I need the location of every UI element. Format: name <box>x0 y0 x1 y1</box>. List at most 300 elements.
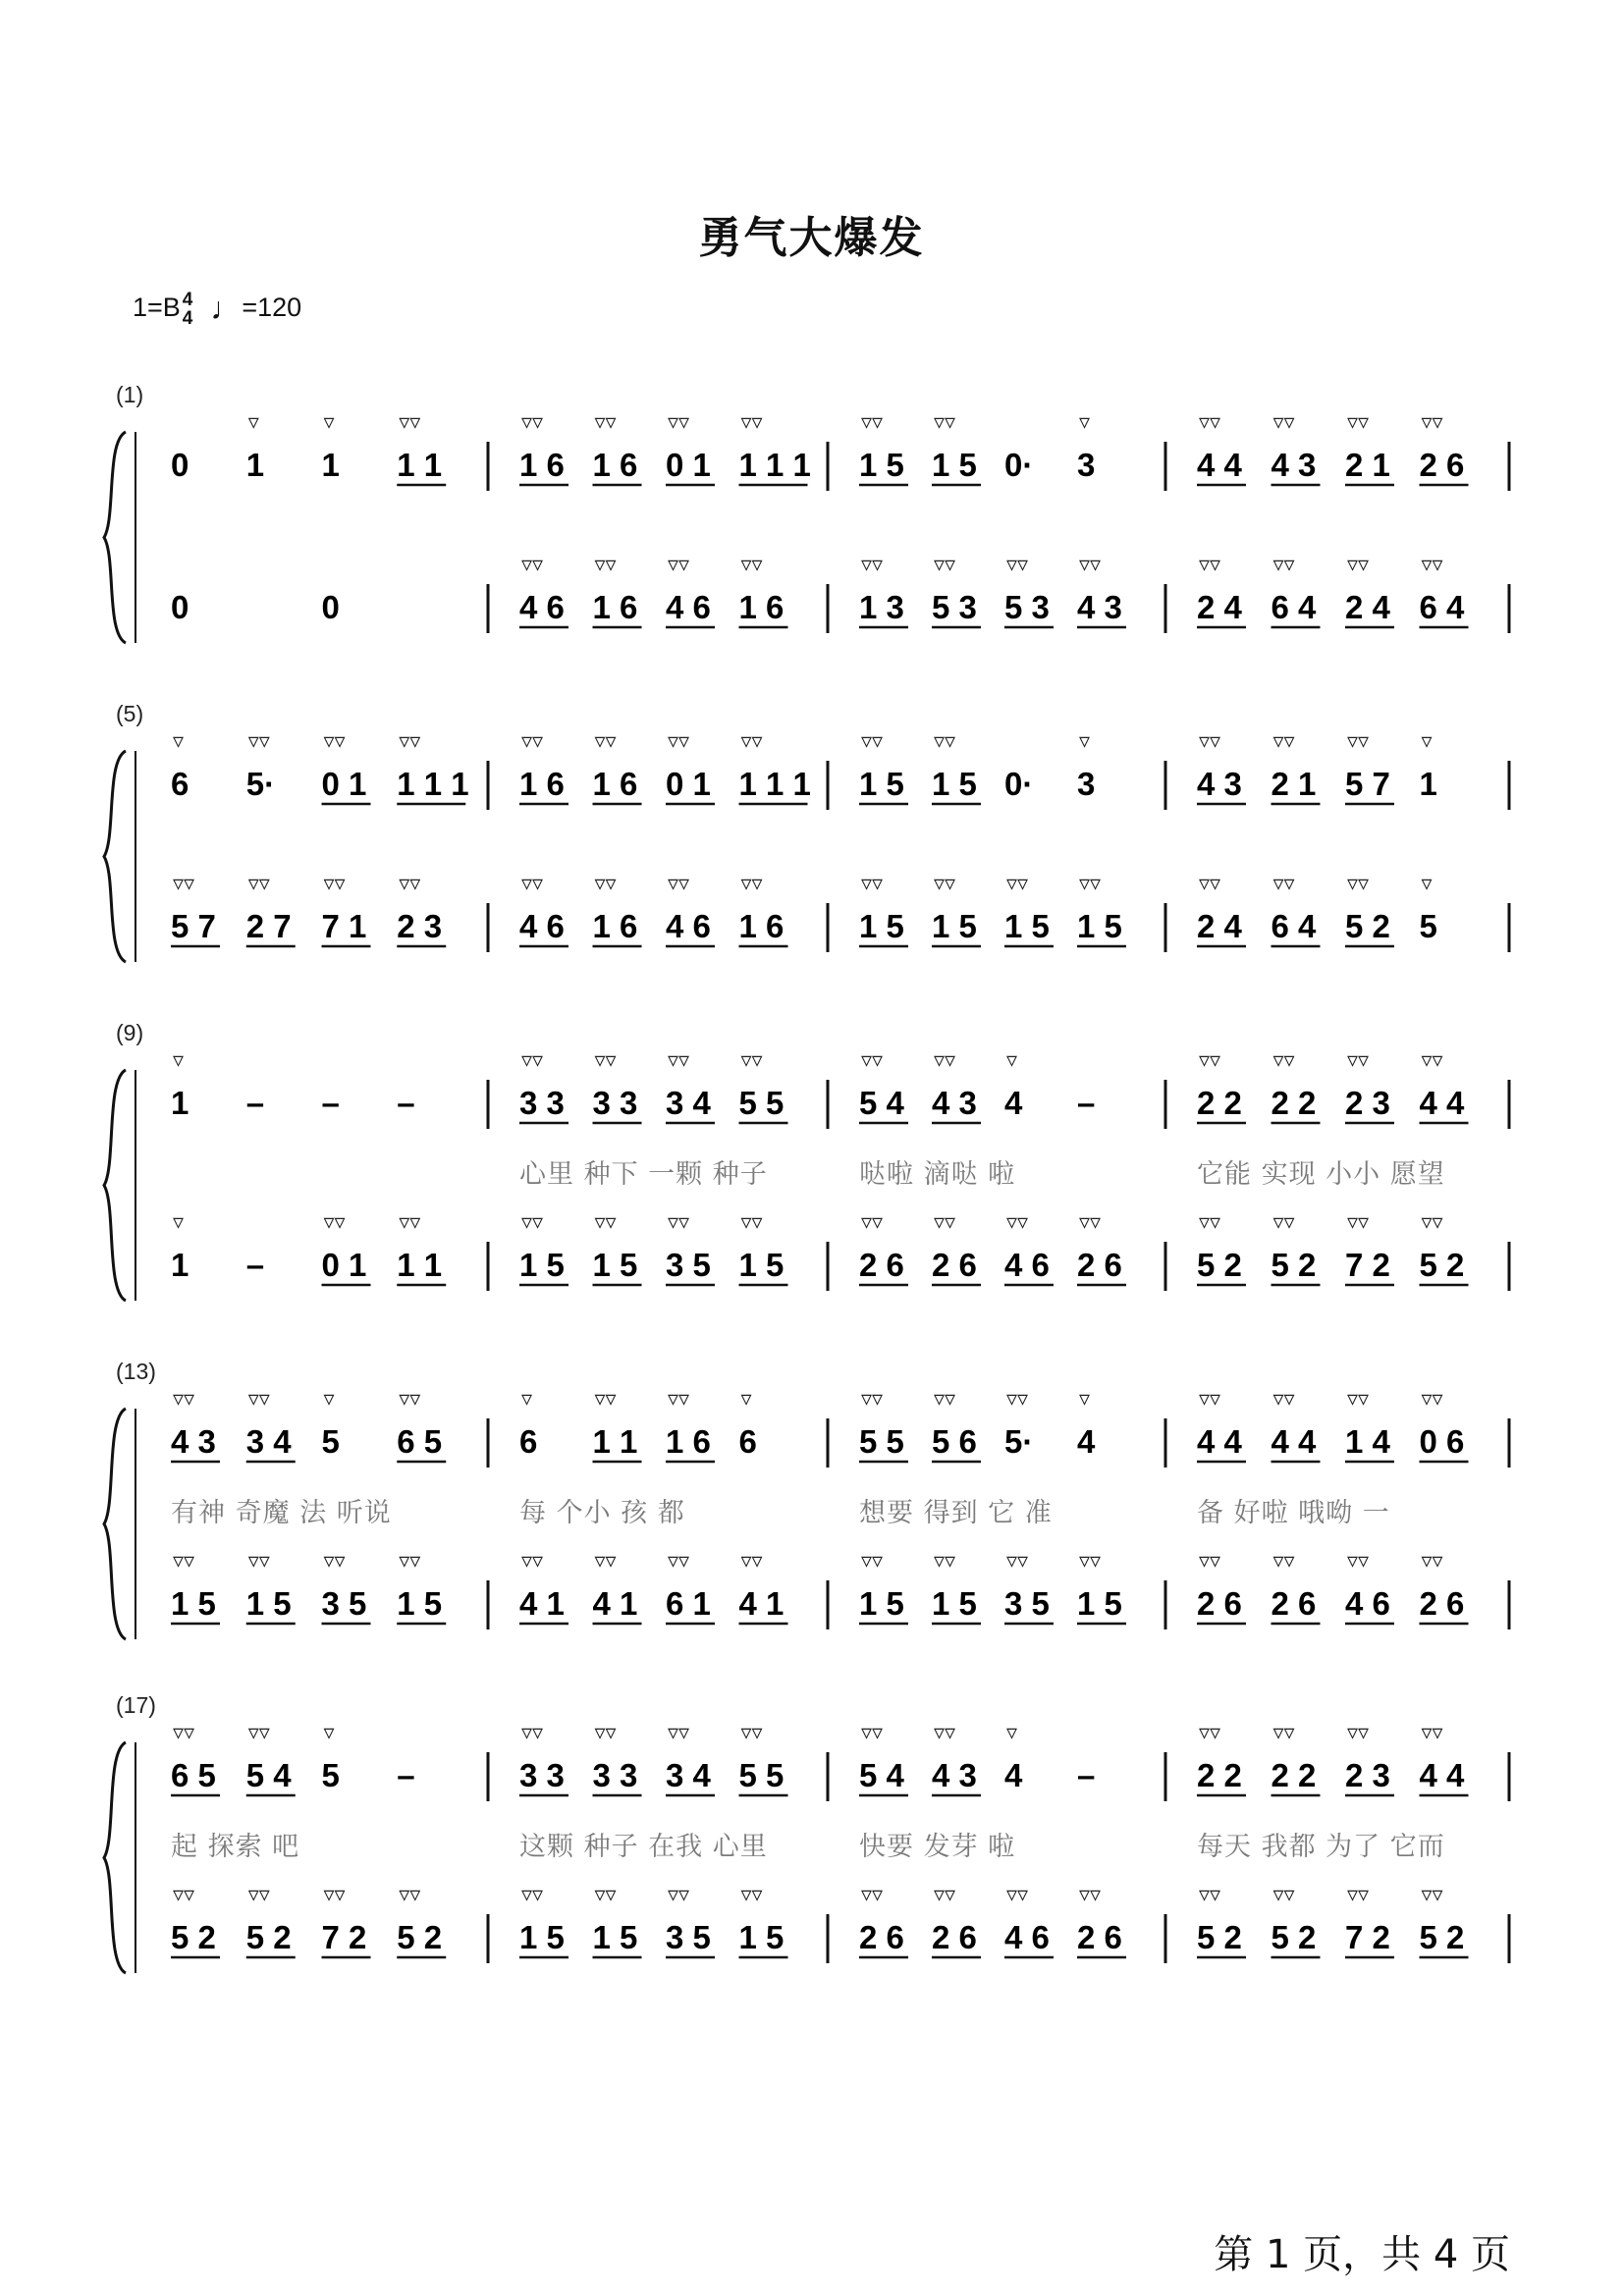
melody-note: 4 3 <box>932 1757 977 1793</box>
bass-note: 5 2 <box>1345 908 1390 944</box>
measure-number: (17) <box>116 1692 156 1718</box>
measure-number: (9) <box>116 1020 144 1045</box>
system-brace <box>104 1409 126 1639</box>
melody-note: 3 3 <box>592 1757 638 1793</box>
melody-note: 1 5 <box>859 447 904 483</box>
accent-marker: ▿▿ <box>521 1209 544 1234</box>
bass-note: 1 5 <box>1077 908 1122 944</box>
bass-note: 1 5 <box>932 1585 977 1622</box>
bass-note: 1 6 <box>592 908 638 944</box>
melody-note: 1 6 <box>519 766 565 802</box>
bass-note: 1 5 <box>1077 1585 1122 1622</box>
bass-note: 4 6 <box>519 589 565 625</box>
lyric-line: 它能 实现 小小 愿望 <box>1197 1159 1445 1190</box>
accent-marker: ▿▿ <box>521 1720 544 1744</box>
bass-note: 2 6 <box>1077 1919 1122 1955</box>
bass-note: 3 5 <box>1004 1585 1050 1622</box>
bass-note: 2 6 <box>1077 1247 1122 1283</box>
accent-marker: ▿▿ <box>740 552 763 576</box>
lyric-line: 每天 我都 为了 它而 <box>1197 1832 1445 1862</box>
accent-marker: ▿▿ <box>594 552 617 576</box>
accent-marker: ▿▿ <box>399 409 421 434</box>
bass-note: 2 6 <box>859 1247 904 1283</box>
bass-note: 1 5 <box>592 1247 638 1283</box>
bass-note: 1 6 <box>738 589 784 625</box>
accent-marker: ▿▿ <box>668 1548 690 1573</box>
accent-marker: ▿▿ <box>1421 1548 1443 1573</box>
lyric-line: 快要 发芽 啦 <box>859 1832 1016 1862</box>
accent-marker: ▿▿ <box>934 1548 956 1573</box>
accent-marker: ▿▿ <box>594 1882 617 1906</box>
bass-note: 0 1 <box>321 1247 367 1283</box>
melody-note: 1 <box>1419 766 1437 802</box>
accent-marker: ▿▿ <box>247 1386 270 1411</box>
accent-marker: ▿▿ <box>173 1882 195 1906</box>
accent-marker: ▿▿ <box>740 1548 763 1573</box>
accent-marker: ▿▿ <box>668 871 690 895</box>
accent-marker: ▿▿ <box>323 1882 346 1906</box>
accent-marker: ▿▿ <box>1006 552 1029 576</box>
accent-marker: ▿▿ <box>1272 1386 1295 1411</box>
accent-marker: ▿ <box>1079 1386 1091 1411</box>
melody-note: 5· <box>1004 1423 1034 1460</box>
accent-marker: ▿▿ <box>1347 1882 1370 1906</box>
accent-marker: ▿▿ <box>1272 871 1295 895</box>
page-footer: 第 1 页，共 4 页 <box>1214 2232 1510 2277</box>
accent-marker: ▿▿ <box>1079 552 1102 576</box>
accent-marker: ▿▿ <box>399 1882 421 1906</box>
accent-marker: ▿▿ <box>668 552 690 576</box>
accent-marker: ▿▿ <box>1079 1209 1102 1234</box>
accent-marker: ▿▿ <box>934 1882 956 1906</box>
accent-marker: ▿▿ <box>668 728 690 753</box>
accent-marker: ▿▿ <box>1006 1386 1029 1411</box>
accent-marker: ▿▿ <box>740 409 763 434</box>
bass-note: 3 5 <box>666 1919 711 1955</box>
accent-marker: ▿▿ <box>521 1548 544 1573</box>
accent-marker: ▿▿ <box>594 1047 617 1072</box>
accent-marker: ▿▿ <box>521 1882 544 1906</box>
melody-note: 3 4 <box>245 1423 292 1460</box>
accent-marker: ▿▿ <box>173 1548 195 1573</box>
accent-marker: ▿▿ <box>861 409 884 434</box>
accent-marker: ▿▿ <box>247 728 270 753</box>
bass-note: 1 5 <box>859 908 904 944</box>
score-system <box>104 1692 1509 1973</box>
melody-note: 3 4 <box>666 1757 711 1793</box>
melody-note: – <box>321 1085 340 1121</box>
accent-marker: ▿▿ <box>1272 728 1295 753</box>
bass-note: 1 5 <box>397 1585 443 1622</box>
accent-marker: ▿ <box>323 409 335 434</box>
melody-note: 4 3 <box>1197 766 1242 802</box>
accent-marker: ▿▿ <box>934 871 956 895</box>
accent-marker: ▿▿ <box>861 1047 884 1072</box>
melody-note: – <box>397 1085 415 1121</box>
bass-note: 5 <box>1419 908 1437 944</box>
bass-note: 2 4 <box>1197 908 1242 944</box>
accent-marker: ▿▿ <box>1006 871 1029 895</box>
bass-note: 4 6 <box>666 589 711 625</box>
accent-marker: ▿▿ <box>323 1548 346 1573</box>
accent-marker: ▿▿ <box>1006 1548 1029 1573</box>
score-system <box>104 1359 1509 1639</box>
accent-marker: ▿▿ <box>1347 409 1370 434</box>
lyric-line: 起 探索 吧 <box>171 1832 300 1862</box>
accent-marker: ▿▿ <box>173 1386 195 1411</box>
accent-marker: ▿▿ <box>173 1720 195 1744</box>
bass-note: 2 6 <box>932 1247 977 1283</box>
accent-marker: ▿▿ <box>521 728 544 753</box>
accent-marker: ▿▿ <box>740 1209 763 1234</box>
lyric-line: 心里 种下 一颗 种子 <box>519 1159 768 1190</box>
accent-marker: ▿▿ <box>1421 1882 1443 1906</box>
accent-marker: ▿▿ <box>594 1548 617 1573</box>
accent-marker: ▿ <box>173 1209 185 1234</box>
bass-note: – <box>245 1247 265 1283</box>
bass-note: 2 4 <box>1197 589 1242 625</box>
bass-note: 5 2 <box>245 1919 292 1955</box>
accent-marker: ▿▿ <box>861 1209 884 1234</box>
lyric-line: 哒啦 滴哒 啦 <box>859 1159 1016 1190</box>
melody-note: 1 6 <box>592 447 638 483</box>
bass-note: 5 2 <box>171 1919 216 1955</box>
melody-note: 5 4 <box>859 1085 904 1121</box>
accent-marker: ▿▿ <box>247 1882 270 1906</box>
accent-marker: ▿▿ <box>1272 1548 1295 1573</box>
bass-note: 1 3 <box>859 589 904 625</box>
bass-note: 2 7 <box>245 908 292 944</box>
bass-note: 3 5 <box>321 1585 367 1622</box>
accent-marker: ▿▿ <box>1199 1047 1221 1072</box>
melody-note: 0· <box>1004 447 1034 483</box>
bass-note: 6 1 <box>666 1585 711 1622</box>
bass-note: 1 5 <box>738 1247 784 1283</box>
accent-marker: ▿▿ <box>740 1047 763 1072</box>
accent-marker: ▿▿ <box>668 1882 690 1906</box>
melody-note: 4 4 <box>1197 447 1242 483</box>
accent-marker: ▿▿ <box>399 1548 421 1573</box>
accent-marker: ▿▿ <box>399 728 421 753</box>
accent-marker: ▿▿ <box>1079 1882 1102 1906</box>
melody-note: 2 3 <box>1345 1757 1390 1793</box>
score-system <box>104 701 1509 962</box>
bass-note: 1 5 <box>245 1585 292 1622</box>
bass-note: 0 <box>171 589 189 625</box>
accent-marker: ▿ <box>740 1386 752 1411</box>
accent-marker: ▿▿ <box>934 1720 956 1744</box>
melody-note: 5 4 <box>245 1757 292 1793</box>
melody-note: 2 3 <box>1345 1085 1390 1121</box>
melody-note: 1 1 1 <box>738 766 811 802</box>
accent-marker: ▿▿ <box>668 1209 690 1234</box>
accent-marker: ▿▿ <box>934 1386 956 1411</box>
score-title: 勇气大爆发 <box>698 213 925 263</box>
accent-marker: ▿▿ <box>594 1386 617 1411</box>
melody-note: 3 <box>1077 447 1096 483</box>
accent-marker: ▿▿ <box>740 1882 763 1906</box>
accent-marker: ▿▿ <box>861 871 884 895</box>
bass-note: 5 3 <box>932 589 977 625</box>
accent-marker: ▿ <box>173 1047 185 1072</box>
accent-marker: ▿▿ <box>668 409 690 434</box>
accent-marker: ▿▿ <box>668 1720 690 1744</box>
accent-marker: ▿▿ <box>1347 1209 1370 1234</box>
bass-note: 1 5 <box>738 1919 784 1955</box>
accent-marker: ▿▿ <box>594 871 617 895</box>
melody-note: 6 5 <box>397 1423 443 1460</box>
accent-marker: ▿▿ <box>1272 1209 1295 1234</box>
melody-note: 0 1 <box>666 766 711 802</box>
bass-note: 1 6 <box>592 589 638 625</box>
accent-marker: ▿▿ <box>1006 1882 1029 1906</box>
bass-note: 2 3 <box>397 908 443 944</box>
bass-note: 7 2 <box>1345 1247 1390 1283</box>
melody-note: 3 4 <box>666 1085 711 1121</box>
lyric-line: 想要 得到 它 准 <box>859 1498 1053 1528</box>
bass-note: 7 2 <box>1345 1919 1390 1955</box>
bass-note: 4 1 <box>519 1585 565 1622</box>
melody-note: 6 5 <box>171 1757 216 1793</box>
bass-note: 1 5 <box>1004 908 1050 944</box>
bass-note: 4 6 <box>1004 1247 1050 1283</box>
system-brace <box>104 432 126 643</box>
accent-marker: ▿▿ <box>1421 1047 1443 1072</box>
melody-note: 1 <box>245 447 265 483</box>
accent-marker: ▿▿ <box>323 1209 346 1234</box>
accent-marker: ▿▿ <box>861 552 884 576</box>
melody-note: 4 3 <box>171 1423 216 1460</box>
accent-marker: ▿▿ <box>1079 1548 1102 1573</box>
measure-number: (5) <box>116 701 144 726</box>
bass-note: 6 4 <box>1271 589 1317 625</box>
accent-marker: ▿▿ <box>1272 1882 1295 1906</box>
melody-note: 0 1 <box>321 766 367 802</box>
score-system <box>104 1020 1509 1301</box>
accent-marker: ▿▿ <box>668 1386 690 1411</box>
accent-marker: ▿▿ <box>1079 871 1102 895</box>
bass-note: 1 5 <box>171 1585 216 1622</box>
melody-note: 4 3 <box>932 1085 977 1121</box>
melody-note: 1 6 <box>666 1423 711 1460</box>
accent-marker: ▿▿ <box>740 1720 763 1744</box>
melody-note: 5 6 <box>932 1423 977 1460</box>
melody-note: 0 <box>171 447 189 483</box>
accent-marker: ▿▿ <box>173 871 195 895</box>
melody-note: 4 4 <box>1419 1085 1465 1121</box>
tempo-marking: =120 <box>242 293 302 323</box>
accent-marker: ▿▿ <box>1006 1209 1029 1234</box>
measure-number: (13) <box>116 1359 156 1384</box>
accent-marker: ▿▿ <box>521 409 544 434</box>
score-system <box>104 382 1509 643</box>
bass-note: 1 <box>171 1247 189 1283</box>
accent-marker: ▿▿ <box>1199 1720 1221 1744</box>
accent-marker: ▿▿ <box>521 1047 544 1072</box>
melody-note: 6 <box>519 1423 538 1460</box>
accent-marker: ▿▿ <box>1421 409 1443 434</box>
accent-marker: ▿▿ <box>934 552 956 576</box>
lyric-line: 备 好啦 哦呦 一 <box>1197 1498 1390 1528</box>
accent-marker: ▿ <box>247 409 259 434</box>
melody-note: 5· <box>245 766 276 802</box>
bass-note: 1 6 <box>738 908 784 944</box>
melody-note: 1 5 <box>859 766 904 802</box>
time-signature-bottom: 4 <box>182 308 193 329</box>
melody-note: 2 1 <box>1345 447 1390 483</box>
bass-note: 6 4 <box>1271 908 1317 944</box>
accent-marker: ▿▿ <box>1347 728 1370 753</box>
bass-note: 5 7 <box>171 908 216 944</box>
melody-note: 2 2 <box>1271 1085 1317 1121</box>
bass-note: 1 5 <box>932 908 977 944</box>
melody-note: 1 1 <box>397 447 443 483</box>
bass-note: 4 6 <box>1004 1919 1050 1955</box>
melody-note: 2 2 <box>1271 1757 1317 1793</box>
accent-marker: ▿▿ <box>934 1047 956 1072</box>
accent-marker: ▿▿ <box>1347 1386 1370 1411</box>
melody-note: 5 4 <box>859 1757 904 1793</box>
melody-note: 4 <box>1004 1757 1023 1793</box>
measure-number: (1) <box>116 382 144 407</box>
key-signature: 1=B <box>133 293 181 323</box>
accent-marker: ▿▿ <box>1199 409 1221 434</box>
melody-note: 4 3 <box>1271 447 1317 483</box>
accent-marker: ▿▿ <box>1421 1386 1443 1411</box>
accent-marker: ▿▿ <box>1347 871 1370 895</box>
accent-marker: ▿▿ <box>1272 1720 1295 1744</box>
accent-marker: ▿▿ <box>1199 871 1221 895</box>
bass-note: 5 2 <box>397 1919 443 1955</box>
accent-marker: ▿▿ <box>594 728 617 753</box>
accent-marker: ▿▿ <box>934 409 956 434</box>
melody-note: 3 3 <box>592 1085 638 1121</box>
bass-note: 4 6 <box>1345 1585 1390 1622</box>
accent-marker: ▿▿ <box>1199 1209 1221 1234</box>
melody-note: 1 5 <box>932 766 977 802</box>
melody-note: 1 6 <box>519 447 565 483</box>
accent-marker: ▿ <box>1079 409 1091 434</box>
melody-note: 0 1 <box>666 447 711 483</box>
bass-note: 2 6 <box>859 1919 904 1955</box>
bass-note: 5 2 <box>1419 1247 1465 1283</box>
bass-note: 1 1 <box>397 1247 443 1283</box>
bass-note: 5 2 <box>1197 1919 1242 1955</box>
accent-marker: ▿ <box>173 728 185 753</box>
accent-marker: ▿ <box>1421 871 1433 895</box>
accent-marker: ▿▿ <box>594 409 617 434</box>
bass-note: 4 3 <box>1077 589 1122 625</box>
accent-marker: ▿ <box>1421 728 1433 753</box>
bass-note: 4 6 <box>666 908 711 944</box>
melody-note: 3 <box>1077 766 1096 802</box>
accent-marker: ▿▿ <box>1347 1548 1370 1573</box>
accent-marker: ▿ <box>1006 1047 1018 1072</box>
accent-marker: ▿▿ <box>1272 409 1295 434</box>
bass-note: 5 2 <box>1197 1247 1242 1283</box>
bass-note: 1 5 <box>592 1919 638 1955</box>
accent-marker: ▿▿ <box>861 1720 884 1744</box>
accent-marker: ▿▿ <box>1347 1720 1370 1744</box>
melody-note: 1 1 <box>592 1423 638 1460</box>
melody-note: 5 5 <box>738 1085 784 1121</box>
system-brace <box>104 1742 126 1973</box>
melody-note: 4 <box>1004 1085 1023 1121</box>
accent-marker: ▿▿ <box>861 1386 884 1411</box>
quarter-note-icon: ♩ <box>210 291 243 327</box>
melody-note: 1 4 <box>1345 1423 1390 1460</box>
melody-note: 2 1 <box>1271 766 1317 802</box>
melody-note: 1 1 1 <box>738 447 811 483</box>
accent-marker: ▿▿ <box>740 728 763 753</box>
accent-marker: ▿▿ <box>1199 1386 1221 1411</box>
accent-marker: ▿▿ <box>861 1882 884 1906</box>
melody-note: 4 <box>1077 1423 1096 1460</box>
accent-marker: ▿▿ <box>323 728 346 753</box>
accent-marker: ▿▿ <box>1421 1720 1443 1744</box>
bass-note: 5 3 <box>1004 589 1050 625</box>
melody-note: 2 2 <box>1197 1757 1242 1793</box>
melody-note: 5 <box>321 1757 340 1793</box>
accent-marker: ▿ <box>323 1386 335 1411</box>
accent-marker: ▿▿ <box>399 871 421 895</box>
melody-note: 5 7 <box>1345 766 1390 802</box>
accent-marker: ▿▿ <box>1199 728 1221 753</box>
accent-marker: ▿ <box>323 1720 335 1744</box>
bass-note: 3 5 <box>666 1247 711 1283</box>
accent-marker: ▿▿ <box>934 1209 956 1234</box>
accent-marker: ▿▿ <box>247 1548 270 1573</box>
accent-marker: ▿▿ <box>1199 1548 1221 1573</box>
accent-marker: ▿▿ <box>861 728 884 753</box>
melody-note: 1 <box>171 1085 189 1121</box>
melody-note: 0· <box>1004 766 1034 802</box>
accent-marker: ▿▿ <box>1347 1047 1370 1072</box>
melody-note: 5 <box>321 1423 340 1460</box>
accent-marker: ▿▿ <box>934 728 956 753</box>
melody-note: 0 6 <box>1419 1423 1465 1460</box>
melody-note: 4 4 <box>1419 1757 1465 1793</box>
bass-note: 4 1 <box>592 1585 638 1622</box>
bass-note: 6 4 <box>1419 589 1465 625</box>
bass-note: 2 6 <box>1271 1585 1317 1622</box>
melody-note: – <box>1077 1085 1096 1121</box>
melody-note: – <box>245 1085 265 1121</box>
bass-note: 7 2 <box>321 1919 367 1955</box>
accent-marker: ▿▿ <box>1272 1047 1295 1072</box>
accent-marker: ▿▿ <box>1272 552 1295 576</box>
accent-marker: ▿ <box>1079 728 1091 753</box>
melody-note: 5 5 <box>859 1423 904 1460</box>
bass-note: 2 6 <box>932 1919 977 1955</box>
bass-note: 2 6 <box>1419 1585 1465 1622</box>
melody-note: 2 2 <box>1197 1085 1242 1121</box>
bass-note: 2 6 <box>1197 1585 1242 1622</box>
bass-note: 5 2 <box>1419 1919 1465 1955</box>
time-signature-top: 4 <box>182 290 193 310</box>
melody-note: 5 5 <box>738 1757 784 1793</box>
accent-marker: ▿▿ <box>399 1209 421 1234</box>
melody-note: 1 5 <box>932 447 977 483</box>
bass-note: 4 1 <box>738 1585 784 1622</box>
accent-marker: ▿▿ <box>594 1209 617 1234</box>
melody-note: 1 1 1 <box>397 766 469 802</box>
accent-marker: ▿▿ <box>1347 552 1370 576</box>
accent-marker: ▿▿ <box>740 871 763 895</box>
system-brace <box>104 1070 126 1301</box>
accent-marker: ▿ <box>521 1386 533 1411</box>
accent-marker: ▿▿ <box>1199 552 1221 576</box>
